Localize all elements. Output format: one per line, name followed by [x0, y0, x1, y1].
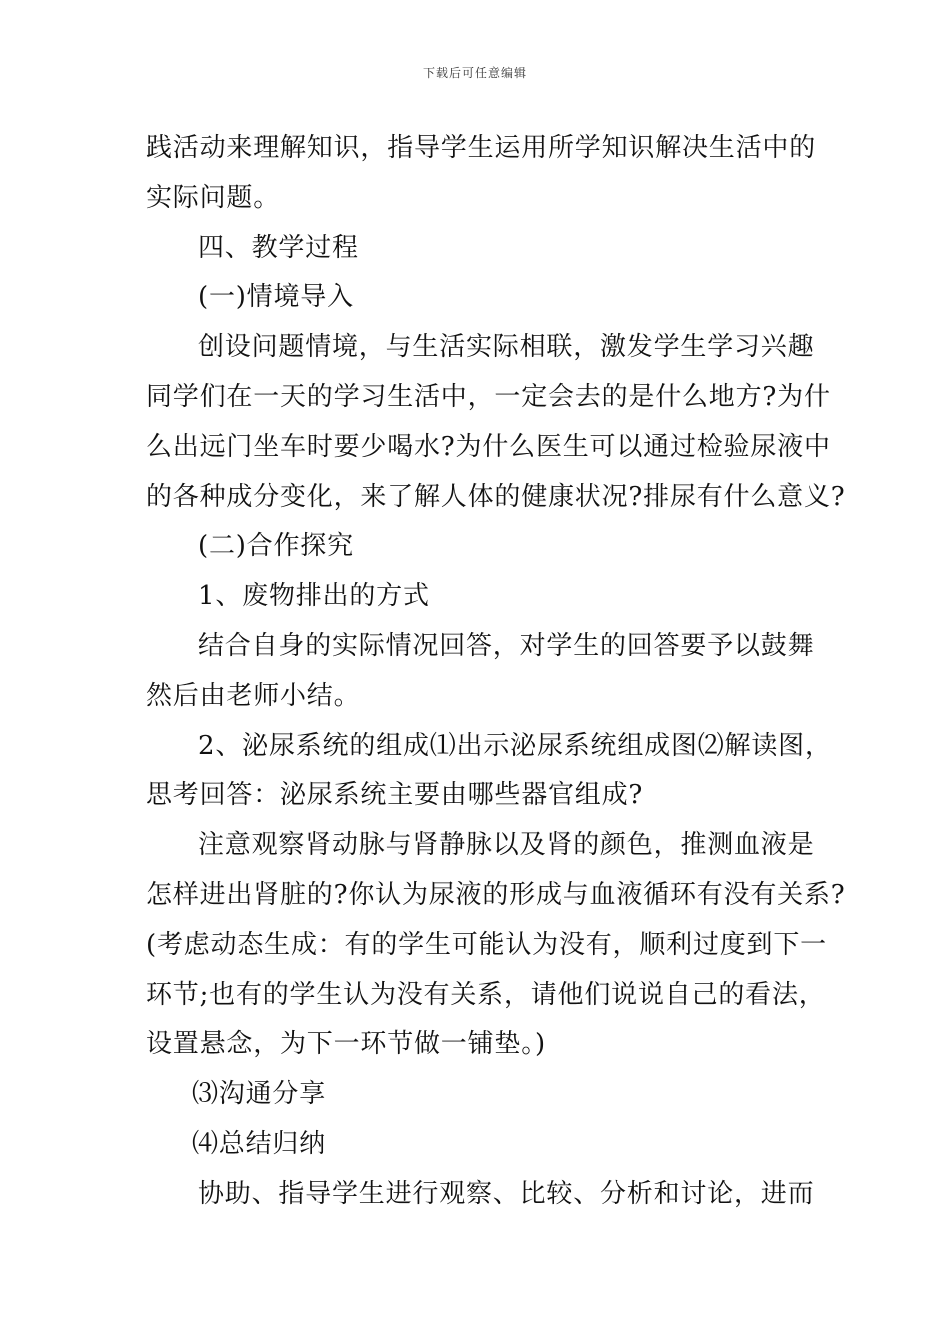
paragraph-line: 注意观察肾动脉与肾静脉以及肾的颜色，推测血液是 [198, 830, 815, 861]
paragraph-line: 创设问题情境，与生活实际相联，激发学生学习兴趣 [198, 332, 815, 363]
paragraph-line: 思考回答：泌尿系统主要由哪些器官组成? [146, 780, 644, 811]
step-heading: ⑷总结归纳 [192, 1128, 327, 1159]
step-heading: ⑶沟通分享 [192, 1079, 327, 1110]
page-header: 下载后可任意编辑 [422, 66, 527, 80]
document-body [146, 124, 846, 1220]
paragraph-line: 践活动来理解知识，指导学生运用所学知识解决生活中的 [146, 133, 817, 163]
paragraph-line: 怎样进出肾脏的?你认为尿液的形成与血液循环有没有关系? [146, 879, 846, 910]
paragraph-line: 么出远门坐车时要少喝水?为什么医生可以通过检验尿液中 [146, 431, 831, 462]
paragraph-line: 然后由老师小结。 [146, 680, 361, 711]
paragraph-line: 的各种成分变化，来了解人体的健康状况?排尿有什么意义? [146, 481, 846, 512]
paragraph-line: 协助、指导学生进行观察、比较、分析和讨论，进而 [198, 1178, 815, 1209]
item-heading: 2、泌尿系统的组成⑴出示泌尿系统组成图⑵解读图， [198, 730, 832, 761]
section-heading: 四、教学过程 [198, 232, 359, 263]
paragraph-line: 结合自身的实际情况回答，对学生的回答要予以鼓舞 [198, 630, 815, 661]
paragraph-line: 同学们在一天的学习生活中，一定会去的是什么地方?为什 [146, 381, 831, 412]
paragraph-line: (考虑动态生成：有的学生可能认为没有，顺利过度到下一 [146, 929, 827, 960]
paragraph-line: 实际问题。 [146, 182, 281, 213]
paragraph-line: 环节;也有的学生认为没有关系，请他们说说自己的看法， [146, 979, 826, 1010]
paragraph-line: 设置悬念，为下一环节做一铺垫。) [146, 1029, 546, 1060]
item-heading: 1、废物排出的方式 [198, 581, 430, 612]
subsection-heading: (二)合作探究 [198, 531, 354, 562]
subsection-heading: (一)情境导入 [198, 282, 354, 313]
